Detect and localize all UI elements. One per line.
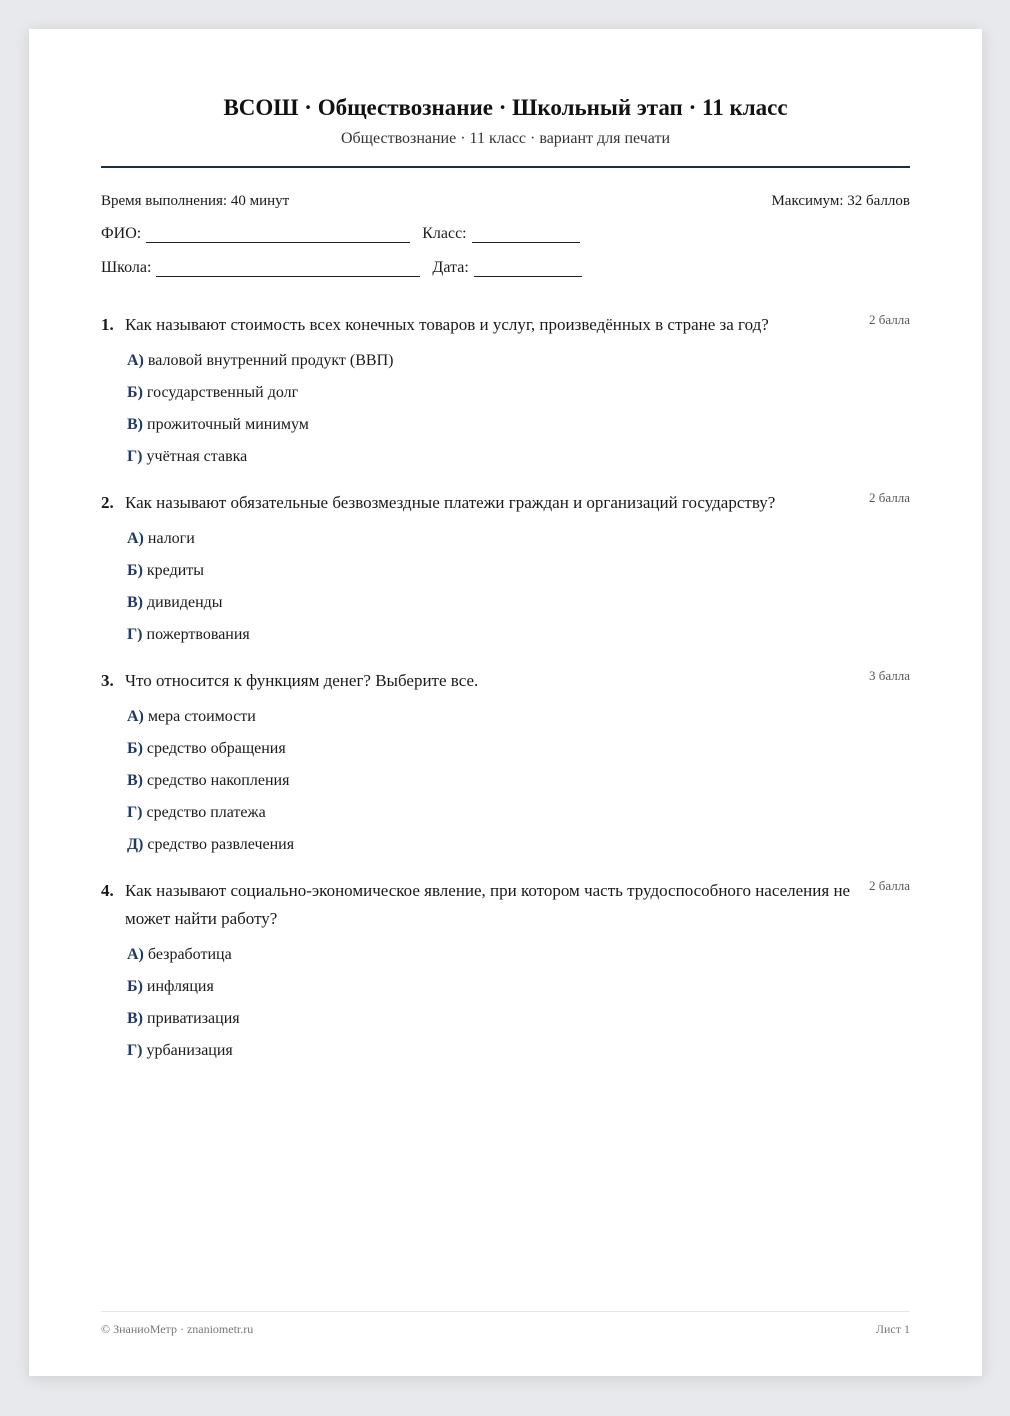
option-text: мера стоимости	[147, 708, 256, 725]
school-blank[interactable]	[156, 260, 420, 277]
answer-option[interactable]	[127, 701, 910, 733]
option-text: средство платежа	[146, 804, 266, 821]
option-text: средство обращения	[146, 740, 286, 757]
option-letter: В)	[127, 416, 143, 433]
answer-option[interactable]	[127, 409, 910, 441]
question-4	[101, 877, 910, 1067]
footer-copyright: © ЗнаниоМетр · znaniometr.ru	[101, 1322, 254, 1336]
option-text: пожертвования	[146, 626, 250, 643]
answer-option[interactable]	[127, 829, 910, 861]
option-letter: Д)	[127, 836, 144, 853]
max-score: Максимум: 32 баллов	[771, 193, 910, 209]
date-label: Дата:	[432, 259, 469, 276]
option-letter: Г)	[127, 448, 143, 465]
question-1	[101, 311, 910, 473]
option-text: средство накопления	[147, 772, 290, 789]
option-text: урбанизация	[146, 1042, 233, 1059]
answer-options	[101, 939, 910, 1067]
header-divider	[101, 166, 910, 168]
class-label: Класс:	[422, 225, 467, 242]
option-letter: А)	[127, 530, 144, 547]
fio-class-row	[101, 225, 910, 243]
page-subtitle: Обществознание · 11 класс · вариант для печати	[340, 130, 671, 147]
answer-option[interactable]	[127, 797, 910, 829]
answer-option[interactable]	[127, 1003, 910, 1035]
option-letter: В)	[127, 1010, 143, 1027]
footer-divider	[101, 1311, 910, 1312]
option-text: инфляция	[146, 978, 214, 995]
option-text: безработица	[147, 946, 232, 963]
option-letter: Г)	[127, 626, 143, 643]
sheet-content	[101, 29, 910, 1376]
option-letter: А)	[127, 946, 144, 963]
answer-option[interactable]	[127, 587, 910, 619]
fio-label: ФИО:	[101, 225, 142, 242]
page-title: ВСОШ · Обществознание · Школьный этап · 11 класс	[223, 95, 788, 120]
question-number: 2.	[101, 493, 114, 512]
question-number: 4.	[101, 881, 114, 900]
question-text: Как называют обязательные безвозмездные платежи граждан и организаций государству?	[125, 493, 776, 512]
answer-option[interactable]	[127, 765, 910, 797]
option-text: прожиточный минимум	[147, 416, 309, 433]
option-text: налоги	[147, 530, 195, 547]
option-text: приватизация	[147, 1010, 240, 1027]
answer-option[interactable]	[127, 619, 910, 651]
option-letter: В)	[127, 772, 143, 789]
answer-option[interactable]	[127, 733, 910, 765]
option-letter: Г)	[127, 1042, 143, 1059]
print-sheet	[29, 29, 982, 1376]
option-text: валовой внутренний продукт (ВВП)	[147, 352, 394, 369]
question-text: Как называют стоимость всех конечных товаров и услуг, произведённых в стране за год?	[125, 315, 769, 334]
question-header	[101, 667, 910, 695]
question-2	[101, 489, 910, 651]
option-letter: Б)	[127, 740, 143, 757]
question-text: Что относится к функциям денег? Выберите все.	[125, 671, 479, 690]
page-number: Лист 1	[875, 1322, 910, 1336]
option-letter: Б)	[127, 562, 143, 579]
question-points: 2 балла	[869, 878, 910, 893]
option-letter: Б)	[127, 384, 143, 401]
fio-blank[interactable]	[146, 226, 410, 243]
answer-options	[101, 345, 910, 473]
answer-options	[101, 523, 910, 651]
option-letter: Г)	[127, 804, 143, 821]
question-points: 2 балла	[869, 490, 910, 505]
answer-option[interactable]	[127, 1035, 910, 1067]
class-blank[interactable]	[472, 226, 580, 243]
question-points: 2 балла	[869, 312, 910, 327]
question-number: 3.	[101, 671, 114, 690]
option-letter: Б)	[127, 978, 143, 995]
question-header	[101, 877, 910, 933]
answer-option[interactable]	[127, 971, 910, 1003]
question-3	[101, 667, 910, 861]
question-number: 1.	[101, 315, 114, 334]
answer-option[interactable]	[127, 441, 910, 473]
time-limit: Время выполнения: 40 минут	[101, 193, 290, 209]
option-text: дивиденды	[147, 594, 223, 611]
date-blank[interactable]	[474, 260, 582, 277]
answer-option[interactable]	[127, 555, 910, 587]
option-text: кредиты	[146, 562, 205, 579]
question-header	[101, 311, 910, 339]
question-list	[101, 311, 910, 1083]
answer-options	[101, 701, 910, 861]
answer-option[interactable]	[127, 345, 910, 377]
option-text: учётная ставка	[146, 448, 248, 465]
page-footer	[101, 1322, 910, 1337]
answer-option[interactable]	[127, 939, 910, 971]
school-date-row	[101, 259, 910, 277]
option-text: государственный долг	[146, 384, 299, 401]
option-text: средство развлечения	[147, 836, 295, 853]
option-letter: А)	[127, 708, 144, 725]
answer-option[interactable]	[127, 523, 910, 555]
exam-meta	[101, 193, 910, 210]
option-letter: А)	[127, 352, 144, 369]
question-text: Как называют социально-экономическое явление, при котором часть трудоспособного населения не может найти работу?	[125, 881, 851, 928]
option-letter: В)	[127, 594, 143, 611]
question-points: 3 балла	[869, 668, 910, 683]
question-header	[101, 489, 910, 517]
school-label: Школа:	[101, 259, 152, 276]
answer-option[interactable]	[127, 377, 910, 409]
